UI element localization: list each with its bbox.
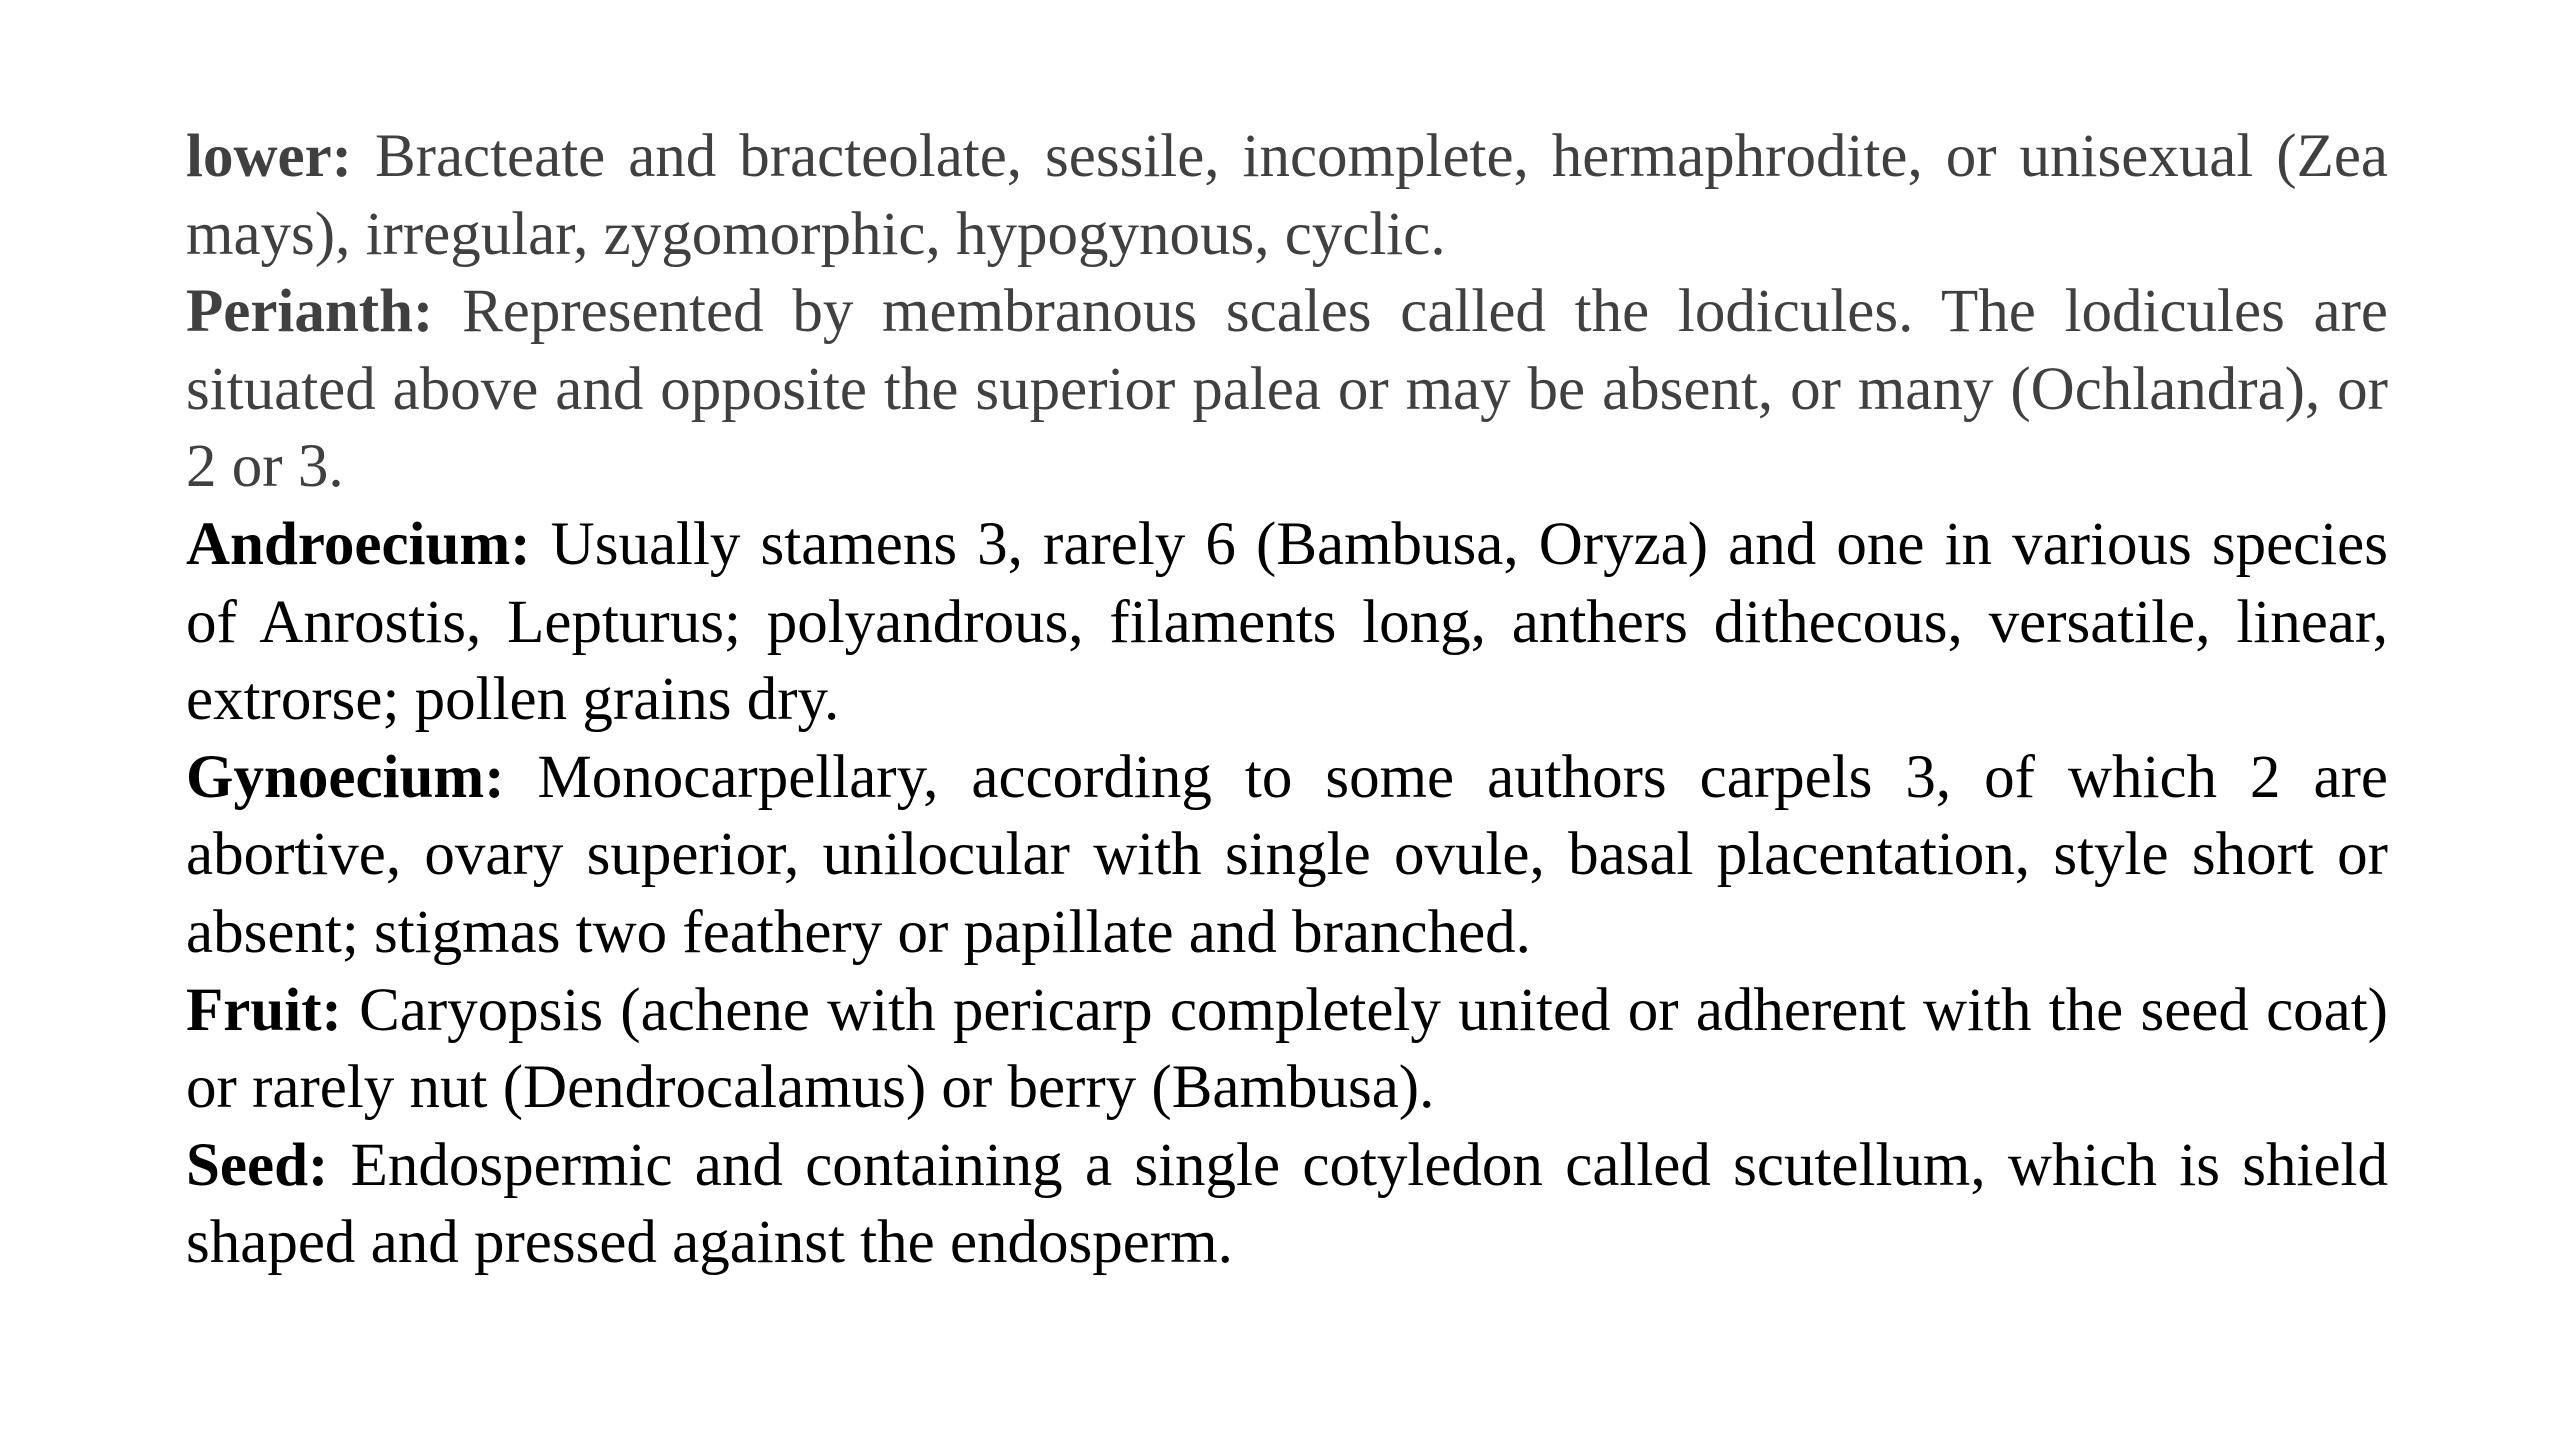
entry-description: Endospermic and containing a single cotyledon called scutellum, which is shield shaped and pressed against the endosperm. — [186, 1131, 2388, 1277]
entry-description: Bracteate and bracteolate, sessile, incomplete, hermaphrodite, or unisexual (Zea mays), irregular, zygomorphic, hypogynous, cyclic. — [186, 123, 2388, 268]
entry-description: Monocarpellary, according to some authors carpels 3, of which 2 are abortive, ovary superior, unilocular with single ovule, basal placentation, style short or absent; stigmas two feathery or papillate and branched. — [186, 743, 2389, 966]
entry-term: Gynoecium: — [186, 743, 505, 811]
entry-flower — [186, 118, 2388, 273]
entry-term: Perianth: — [186, 278, 434, 346]
entry-seed — [186, 1127, 2388, 1282]
entry-description: Caryopsis (achene with pericarp completely united or adherent with the seed coat) or rarely nut (Dendrocalamus) or berry (Bambusa). — [186, 976, 2388, 1122]
entry-androecium — [186, 506, 2388, 739]
entry-gynoecium — [186, 739, 2388, 972]
entry-term: Androecium: — [186, 510, 531, 578]
document-body — [186, 118, 2388, 1282]
entry-term: Seed: — [186, 1131, 329, 1199]
entry-fruit — [186, 972, 2388, 1127]
entry-term: Fruit: — [186, 976, 342, 1044]
entry-description: Represented by membranous scales called the lodicules. The lodicules are situated above and opposite the superior palea or may be absent, or many (Ochlandra), or 2 or 3. — [186, 278, 2389, 501]
entry-term: lower: — [186, 123, 352, 190]
entry-description: Usually stamens 3, rarely 6 (Bambusa, Oryza) and one in various species of Anrostis, Lepturus; polyandrous, filaments long, anthers dithecous, versatile, linear, extrorse; pollen grains dry. — [186, 510, 2388, 734]
entry-perianth — [186, 273, 2388, 506]
